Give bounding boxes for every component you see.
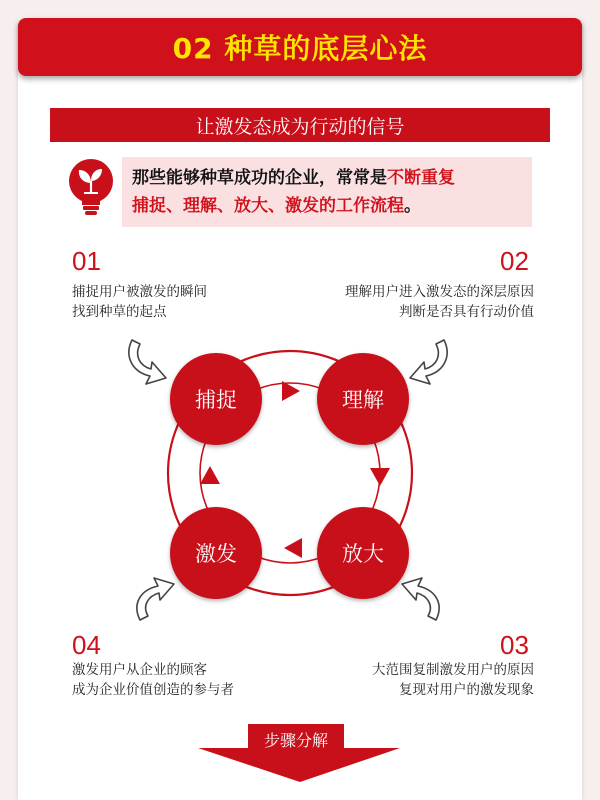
- arrow-up-icon: [200, 466, 220, 484]
- footer-label: 步骤分解: [263, 730, 328, 750]
- intro-emphasis-steps: 捕捉、理解、放大、激发的工作流程: [132, 196, 404, 216]
- step-number-01: 01: [72, 246, 101, 276]
- step-desc-line: 激发用户从企业的顾客: [72, 662, 207, 678]
- curved-arrow-icon-04: [137, 578, 174, 620]
- step-desc-line: 找到种草的起点: [72, 304, 167, 320]
- arrow-left-icon: [284, 538, 302, 558]
- node-capture: 捕捉: [170, 353, 262, 445]
- node-understand: 理解: [317, 353, 409, 445]
- arrow-down-icon: [370, 468, 390, 486]
- curved-arrow-icon-02: [410, 340, 447, 384]
- intro-text: 那些能够种草成功的企业，常常是: [132, 168, 387, 188]
- step-desc-line: 复现对用户的激发现象: [399, 682, 534, 698]
- node-activate: 激发: [170, 507, 262, 599]
- node-amplify: 放大: [317, 507, 409, 599]
- curved-arrow-icon-03: [402, 578, 439, 620]
- page-title: 02 种草的底层心法: [172, 32, 428, 65]
- step-desc-line: 判断是否具有行动价值: [399, 304, 534, 320]
- step-desc-line: 理解用户进入激发态的深层原因: [345, 284, 534, 300]
- step-desc-line: 大范围复制激发用户的原因: [372, 662, 534, 678]
- step-desc-line: 捕捉用户被激发的瞬间: [72, 284, 207, 300]
- step-number-03: 03: [500, 630, 529, 660]
- curved-arrow-icon-01: [129, 340, 166, 384]
- step-number-04: 04: [72, 630, 101, 660]
- intro-end: 。: [404, 196, 421, 216]
- intro-emphasis: 不断重复: [387, 168, 455, 188]
- subtitle-text: 让激发态成为行动的信号: [195, 115, 405, 138]
- step-desc-line: 成为企业价值创造的参与者: [72, 682, 234, 698]
- step-number-02: 02: [500, 246, 529, 276]
